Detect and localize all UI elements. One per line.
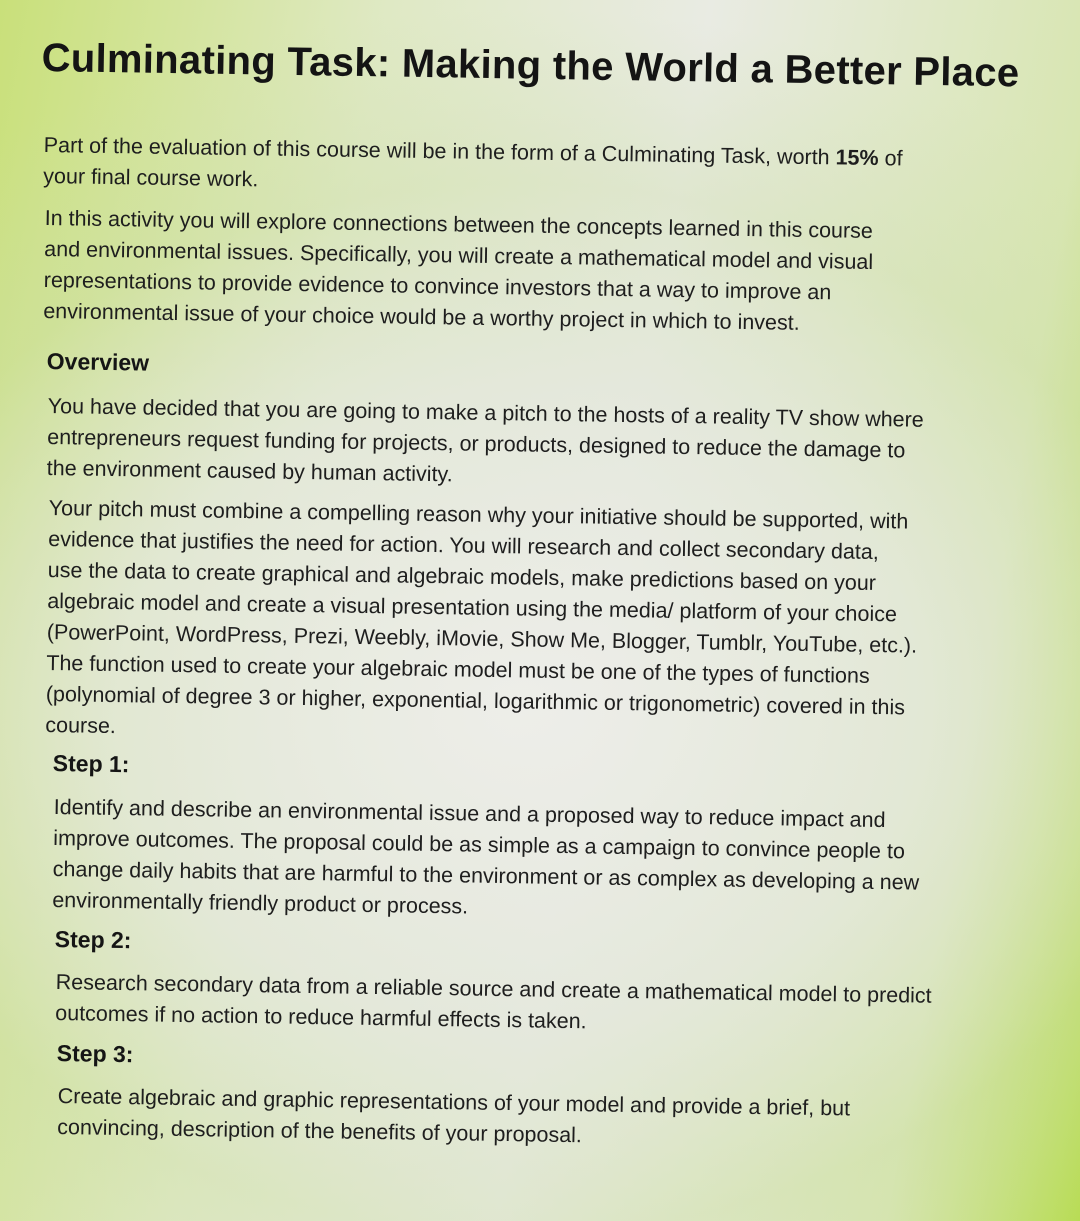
text-line: environmental issue of your choice would be a worthy project in which to invest. xyxy=(43,298,800,335)
text-line: (polynomial of degree 3 or higher, exponential, logarithmic or trigonometric) covered in this xyxy=(45,681,906,720)
text-line: Research secondary data from a reliable source and create a mathematical model to predict xyxy=(55,969,932,1008)
step-3-heading: Step 3: xyxy=(56,1040,134,1068)
text-line: outcomes if no action to reduce harmful effects is taken. xyxy=(55,1000,587,1034)
step-2-paragraph xyxy=(55,967,1056,1045)
overview-heading: Overview xyxy=(46,348,150,376)
text-line: the environment caused by human activity. xyxy=(46,455,453,487)
intro-line-2: your final course work. xyxy=(43,163,259,192)
intro-paragraph-1 xyxy=(43,130,1044,208)
text-line: representations to provide evidence to convince investors that a way to improve an xyxy=(43,267,832,305)
text-line: use the data to create graphical and algebraic models, make predictions based on your xyxy=(47,557,877,595)
text-line: course. xyxy=(45,712,117,739)
overview-paragraph-2 xyxy=(45,493,1049,757)
text-line: Create algebraic and graphic representations of your model and provide a brief, but xyxy=(57,1083,851,1121)
text-line: evidence that justifies the need for action. You will research and collect secondary data, xyxy=(48,526,880,565)
text-line: algebraic model and create a visual presentation using the media/ platform of your choice xyxy=(47,588,898,627)
text-line: Identify and describe an environmental issue and a proposed way to reduce impact and xyxy=(53,794,886,833)
step-1-paragraph xyxy=(52,792,1054,932)
text-line: You have decided that you are going to make a pitch to the hosts of a reality TV show where xyxy=(47,393,924,432)
text-line: The function used to create your algebraic model must be one of the types of functions xyxy=(46,650,870,688)
text-line: and environmental issues. Specifically, you will create a mathematical model and visual xyxy=(44,236,874,275)
intro-paragraph-2 xyxy=(43,203,1045,343)
page-title: Culminating Task: Making the World a Better Place xyxy=(41,36,1020,96)
text-line: (PowerPoint, WordPress, Prezi, Weebly, iMovie, Show Me, Blogger, Tumblr, YouTube, etc.). xyxy=(46,619,918,658)
text-line: convincing, description of the benefits of your proposal. xyxy=(57,1114,583,1148)
text-line: In this activity you will explore connections between the concepts learned in this course xyxy=(44,205,874,244)
text-line: improve outcomes. The proposal could be as simple as a campaign to convince people to xyxy=(53,825,906,864)
step-3-paragraph xyxy=(57,1081,1058,1159)
weight-percentage: 15% xyxy=(835,145,879,171)
text-line: Your pitch must combine a compelling reason why your initiative should be supported, with xyxy=(48,495,909,534)
overview-paragraph-1 xyxy=(47,391,1048,500)
text-line: entrepreneurs request funding for projects, or products, designed to reduce the damage to xyxy=(47,424,906,463)
step-2-heading: Step 2: xyxy=(54,926,132,954)
step-1-heading: Step 1: xyxy=(52,750,130,778)
intro-line-1: Part of the evaluation of this course will be in the form of a Culminating Task, worth 15% of xyxy=(43,132,903,171)
text-line: environmentally friendly product or process. xyxy=(52,887,469,919)
text-line: change daily habits that are harmful to the environment or as complex as developing a new xyxy=(52,856,920,895)
